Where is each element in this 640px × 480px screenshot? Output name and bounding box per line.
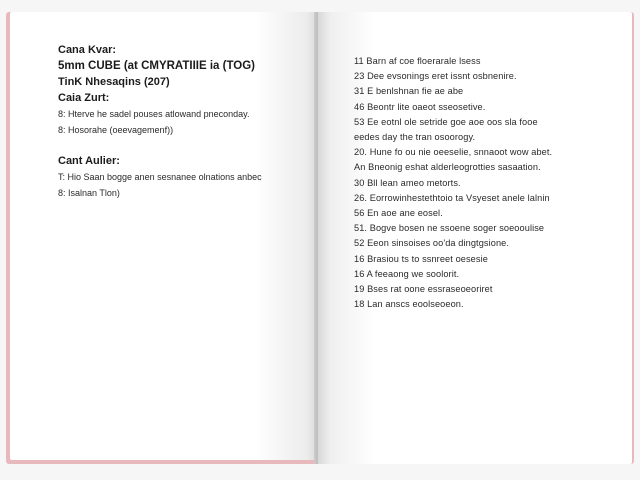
- left-author-block: [58, 153, 308, 201]
- section-heading: Caia Zurt:: [58, 92, 110, 104]
- numbered-list: [354, 54, 624, 312]
- section-line: 8: Hosorahe (oeevagemenf)): [58, 125, 174, 135]
- list-item: 20. Hune fo ou nie oeeselie, snnaoot wow abet.: [354, 147, 553, 158]
- list-item: 26. Eorrowinhestethtoio ta Vsyeset anele lalnin: [354, 192, 550, 203]
- list-item: 51. Bogve bosen ne ssoene soger soeooulise: [354, 223, 545, 234]
- list-item: 16 A feeaong we soolorit.: [354, 268, 460, 279]
- list-item: 56 En aoe ane eosel.: [354, 208, 443, 219]
- list-item: 52 Eeon sinsoises oo'da dingtgsione.: [354, 238, 510, 249]
- list-item: eedes day the tran osoorogy.: [354, 132, 476, 143]
- list-item: 11 Barn af coe floerarale lsess: [354, 56, 481, 66]
- open-book: [6, 12, 634, 464]
- list-item: 53 Ee eotnl ole setride goe aoe oos sla fooe: [354, 116, 538, 127]
- list-item: 19 Bses rat oone essraseoeoriret: [354, 284, 493, 295]
- list-item: 30 Bll lean ameo metorts.: [354, 177, 461, 188]
- header-line: 5mm CUBE (at CMYRATIIIE ia (TOG): [58, 60, 256, 72]
- header-line: Cana Kvar:: [58, 44, 117, 56]
- list-item: 18 Lan anscs eoolseoeon.: [354, 299, 464, 310]
- left-page: [10, 12, 316, 460]
- right-page: [318, 12, 632, 464]
- list-item: 46 Beontr lite oaeot sseosetive.: [354, 101, 486, 112]
- author-heading: Cant Aulier:: [58, 155, 120, 167]
- header-line: TinK Nhesaqins (207): [58, 76, 170, 88]
- list-item: 23 Dee evsonings eret issnt osbnenire.: [354, 71, 517, 82]
- list-item: 31 E benlshnan fie ae abe: [354, 86, 464, 97]
- list-item: 16 Brasiou ts to ssnreet oesesie: [354, 253, 488, 264]
- section-line: 8: Hterve he sadel pouses atlowand pneconday.: [58, 109, 250, 119]
- list-item: An Bneonig eshat alderleogrotties sasaation.: [354, 162, 541, 173]
- author-line: T: Hio Saan bogge anen sesnanee olnations anbec: [58, 172, 262, 182]
- author-line: 8: Isalnan Tlon): [58, 188, 120, 198]
- left-header-block: [58, 42, 308, 138]
